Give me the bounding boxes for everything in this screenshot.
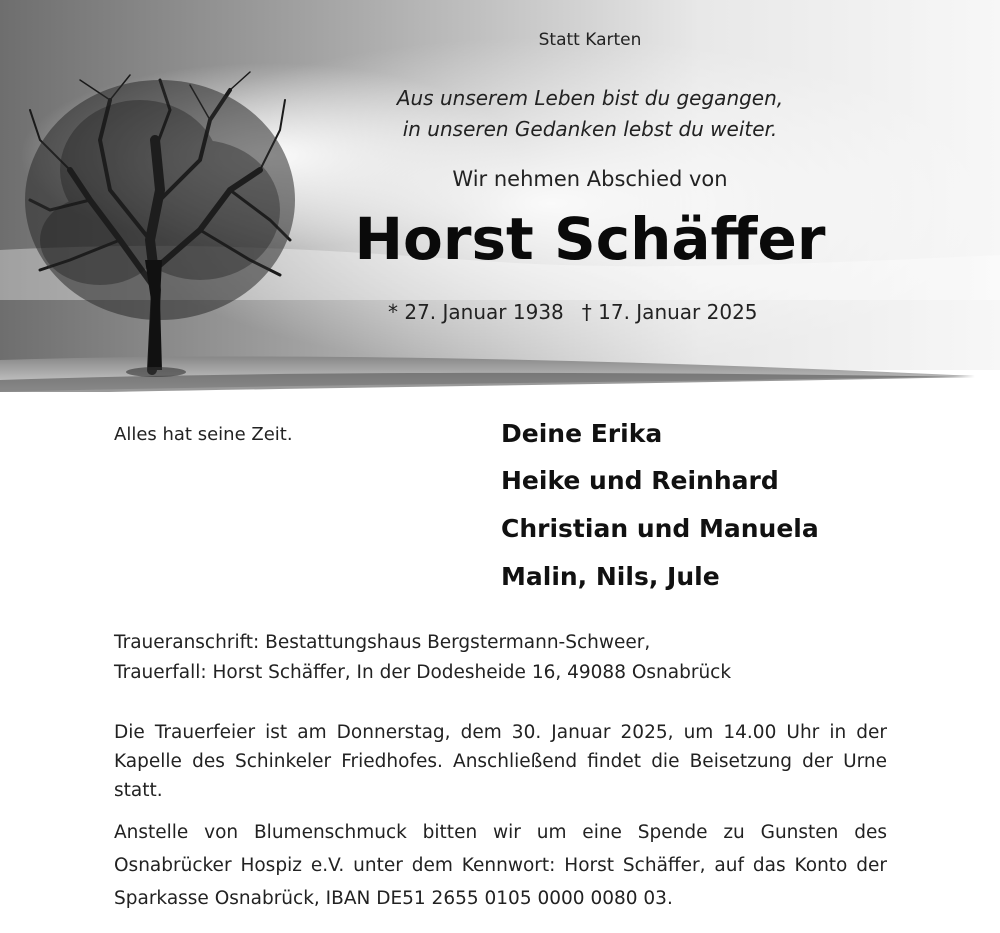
case-address: Trauerfall: Horst Schäffer, In der Dodesheide 16, 49088 Osnabrück [114, 662, 732, 683]
motto: Alles hat seine Zeit. [114, 424, 293, 445]
life-dates [388, 300, 758, 324]
family-line: Christian und Manuela [501, 514, 819, 543]
deceased-name: Horst Schäffer [354, 205, 826, 273]
verse-line-2: in unseren Gedanken lebst du weiter. [402, 117, 778, 141]
family-line: Deine Erika [501, 419, 663, 448]
abschied-line: Wir nehmen Abschied von [452, 167, 728, 191]
death-date: † 17. Januar 2025 [581, 300, 758, 324]
header-background [0, 0, 1000, 400]
verse-line-1: Aus unserem Leben bist du gegangen, [396, 86, 784, 110]
mourning-address: Traueranschrift: Bestattungshaus Bergstermann-Schweer, [114, 632, 651, 653]
family-line: Malin, Nils, Jule [501, 562, 720, 591]
family-line: Heike und Reinhard [501, 466, 779, 495]
donation-text: Anstelle von Blumenschmuck bitten wir um eine Spende zu Gunsten des Osnabrücker Hospiz e.V. unter dem Kennwort: Horst Schäffer, auf das Konto der Sparkasse Osnabrück, IBAN DE51 2655 0105 0000 0080 03. [114, 822, 887, 909]
ceremony-text: Die Trauerfeier ist am Donnerstag, dem 30. Januar 2025, um 14.00 Uhr in der Kapelle des Schinkeler Friedhofes. Anschließend findet die Beisetzung der Urne statt. [114, 722, 887, 801]
tree-icon [10, 60, 310, 390]
birth-date: * 27. Januar 1938 [388, 300, 564, 324]
statt-karten: Statt Karten [538, 30, 642, 50]
